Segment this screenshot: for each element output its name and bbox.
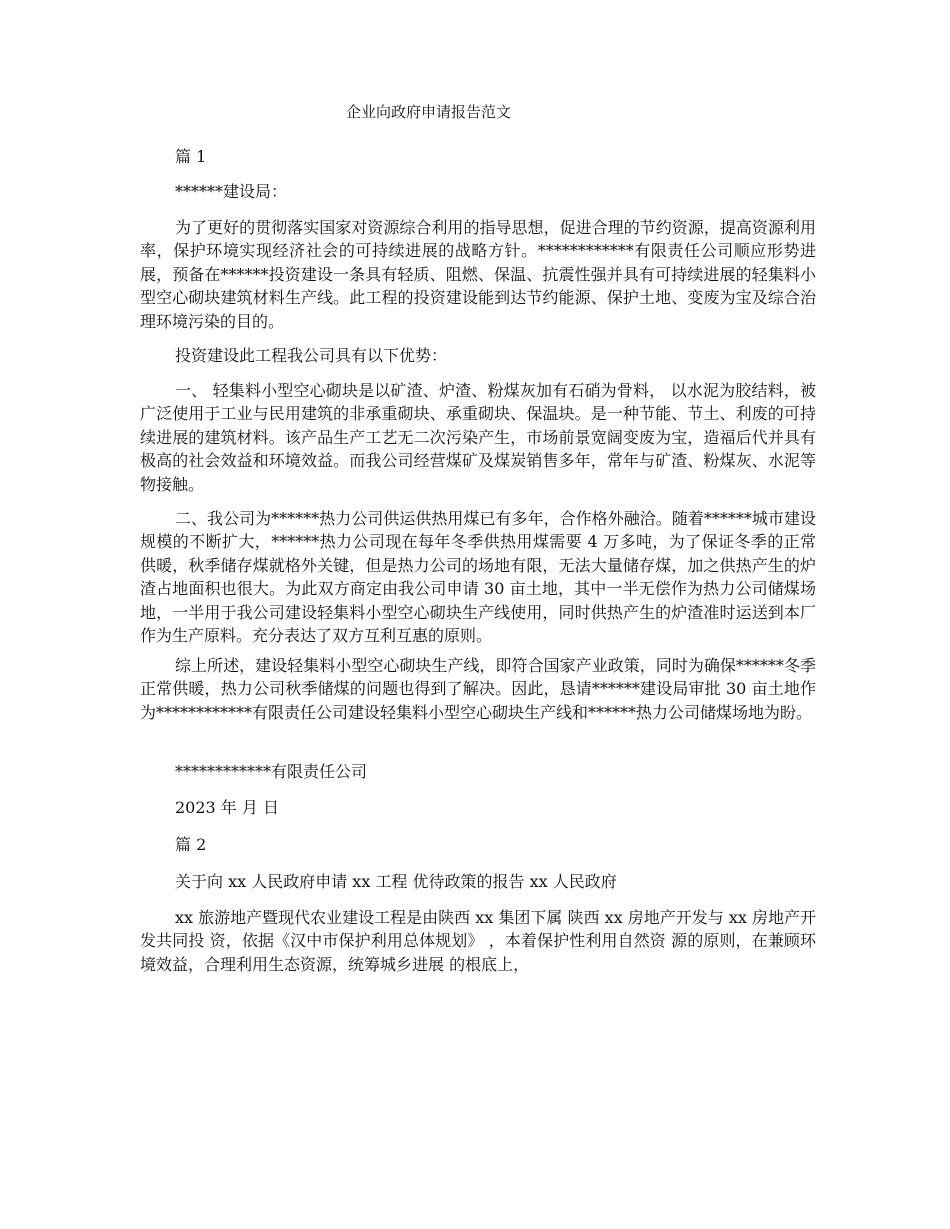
paragraph-advantage-2: 二、我公司为******热力公司供运供热用煤已有多年，合作格外融洽。随着******城市建设规模的不断扩大，******热力公司现在每年冬季供热用煤需要 4 万多吨，为了保证冬季的正常供暖，秋季储存煤就格外关键，但是热力公司的场地有限，无法大量储存煤，加之供热产生的炉渣占地面积也很大。为此双方商定由我公司申请 30 亩土地，其中一半无偿作为热力公司储煤场地，一半用于我公司建设轻集料小型空心砌块生产线使用，同时供热产生的炉渣准时运送到本厂作为生产原料。充分表达了双方互利互惠的原则。 [140,509,816,646]
paragraph-advantages-heading: 投资建设此工程我公司具有以下优势： [175,346,448,365]
signature-date: 2023 年 月 日 [175,798,279,817]
paragraph-intro: 为了更好的贯彻落实国家对资源综合利用的指导思想，促进合理的节约资源，提高资源利用率，保护环境实现经济社会的可持续进展的战略方针。************有限责任公司顺应形势进展，预备在******投资建设一条具有轻质、阻燃、保温、抗震性强并具有可持续进展的轻集料小型空心砌块建筑材料生产线。此工程的投资建设能到达节约能源、保护土地、变废为宝及综合治理环境污染的目的。 [140,218,816,331]
signature-company: ************有限责任公司 [175,762,368,781]
section-heading-2: 篇 2 [175,835,207,854]
paragraph-advantage-1: 一、 轻集料小型空心砌块是以矿渣、炉渣、粉煤灰加有石硝为骨料， 以水泥为胶结料，被广泛使用于工业与民用建筑的非承重砌块、承重砌块、保温块。是一种节能、节土、利废的可持续进展的建筑材料。该产品生产工艺无二次污染产生，市场前景宽阔变废为宝，造福后代并具有极高的社会效益和环境效益。而我公司经营煤矿及煤炭销售多年，常年与矿渣、粉煤灰、水泥等物接触。 [140,381,816,494]
addressee: ******建设局： [175,182,288,201]
paragraph-project: xx 旅游地产暨现代农业建设工程是由陕西 xx 集团下属 陕西 xx 房地产开发与 xx 房地产开发共同投 资，依据《汉中市保护利用总体规划》 ，本着保护性利用自然资 源的原则，在兼顾环境效益，合理利用生态资源，统筹城乡进展 的根底上， [140,908,816,974]
section-heading-1: 篇 1 [175,147,207,166]
report-heading: 关于向 xx 人民政府申请 xx 工程 优待政策的报告 xx 人民政府 [175,872,617,891]
document-title: 企业向政府申请报告范文 [346,103,512,121]
paragraph-conclusion: 综上所述，建设轻集料小型空心砌块生产线，即符合国家产业政策，同时为确保******冬季正常供暖，热力公司秋季储煤的问题也得到了解决。因此，恳请******建设局审批 30 亩土地作为************有限责任公司建设轻集料小型空心砌块生产线和******热力公司储煤场地为盼。 [140,656,816,722]
